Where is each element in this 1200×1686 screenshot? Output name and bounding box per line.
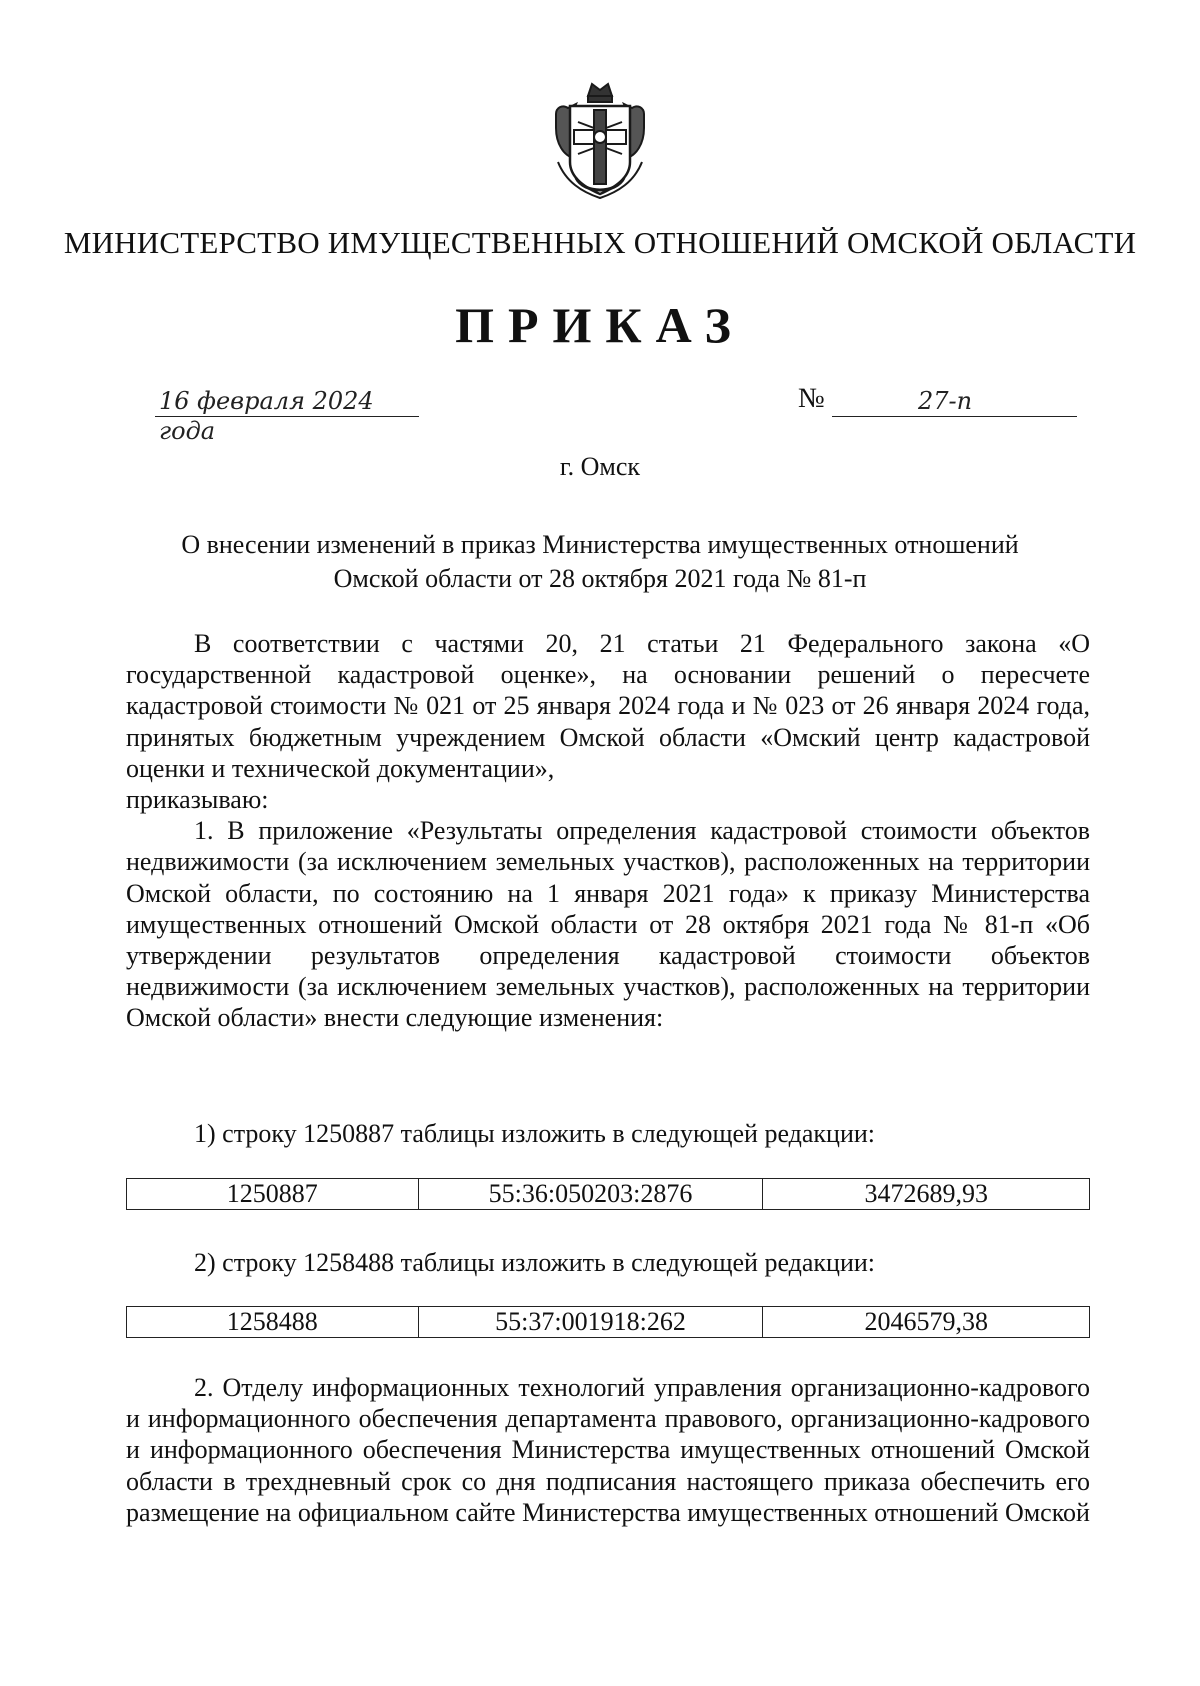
body-section-2 <box>126 1372 1090 1528</box>
table-row <box>127 1307 1090 1338</box>
replacement-row-table-2 <box>126 1306 1090 1338</box>
paragraph-preamble-end: приказываю: <box>126 785 269 815</box>
paragraph-item-2: 2. Отделу информационных технологий управления организационно-кадрового и информационного обеспечения департамента правового, организационно-кадрового и информационного обеспечения Министерства имущественных отношений Омской области в трехдневный срок со дня подписания настоящего приказа обеспечить его размещение на официальном сайте Министерства имущественных отношений Омской <box>126 1373 1090 1527</box>
document-type-title: ПРИКАЗ <box>455 297 745 353</box>
table-cell-row-id: 1250887 <box>127 1179 419 1210</box>
subject-line-2: Омской области от 28 октября 2021 года № 81-п <box>333 564 867 593</box>
table-cell-cadastral-number: 55:37:001918:262 <box>418 1307 763 1338</box>
coat-of-arms-emblem <box>548 78 652 202</box>
subject-line-1: О внесении изменений в приказ Министерства имущественных отношений <box>181 530 1019 559</box>
ministry-name: МИНИСТЕРСТВО ИМУЩЕСТВЕННЫХ ОТНОШЕНИЙ ОМСКОЙ ОБЛАСТИ <box>63 225 1137 260</box>
subitem-1: 1) строку 1250887 таблицы изложить в следующей редакции: <box>194 1119 876 1148</box>
document-number-label: № <box>798 383 825 414</box>
document-subject <box>100 528 1100 596</box>
table-cell-cadastral-value: 3472689,93 <box>763 1179 1090 1210</box>
subitem-2: 2) строку 1258488 таблицы изложить в следующей редакции: <box>194 1248 876 1277</box>
city-line: г. Омск <box>559 452 641 481</box>
table-cell-cadastral-value: 2046579,38 <box>763 1307 1090 1338</box>
table-cell-row-id: 1258488 <box>127 1307 419 1338</box>
paragraph-item-1: 1. В приложение «Результаты определения кадастровой стоимости объектов недвижимости (за исключением земельных участков), расположенных на территории Омской области, по состоянию на 1 января 2021 года» к приказу Министерства имущественных отношений Омской области от 28 октября 2021 года № 81-п «Об утверждении результатов определения кадастровой стоимости объектов недвижимости (за исключением земельных участков), расположенных на территории Омской области» внести следующие изменения: <box>126 816 1090 1033</box>
document-date: 16 февраля 2024 года <box>155 386 419 417</box>
replacement-row-table-1 <box>126 1178 1090 1210</box>
table-row <box>127 1179 1090 1210</box>
body-section-1 <box>126 628 1090 1034</box>
paragraph-preamble: В соответствии с частями 20, 21 статьи 21 Федерального закона «О государственной кадастровой оценке», на основании решений о пересчете кадастровой стоимости № 021 от 25 января 2024 года и № 023 от 26 января 2024 года, принятых бюджетным учреждением Омской области «Омский центр кадастровой оценки и технической документации», <box>126 629 1090 783</box>
document-number: 27-п <box>832 386 1077 417</box>
table-cell-cadastral-number: 55:36:050203:2876 <box>418 1179 763 1210</box>
